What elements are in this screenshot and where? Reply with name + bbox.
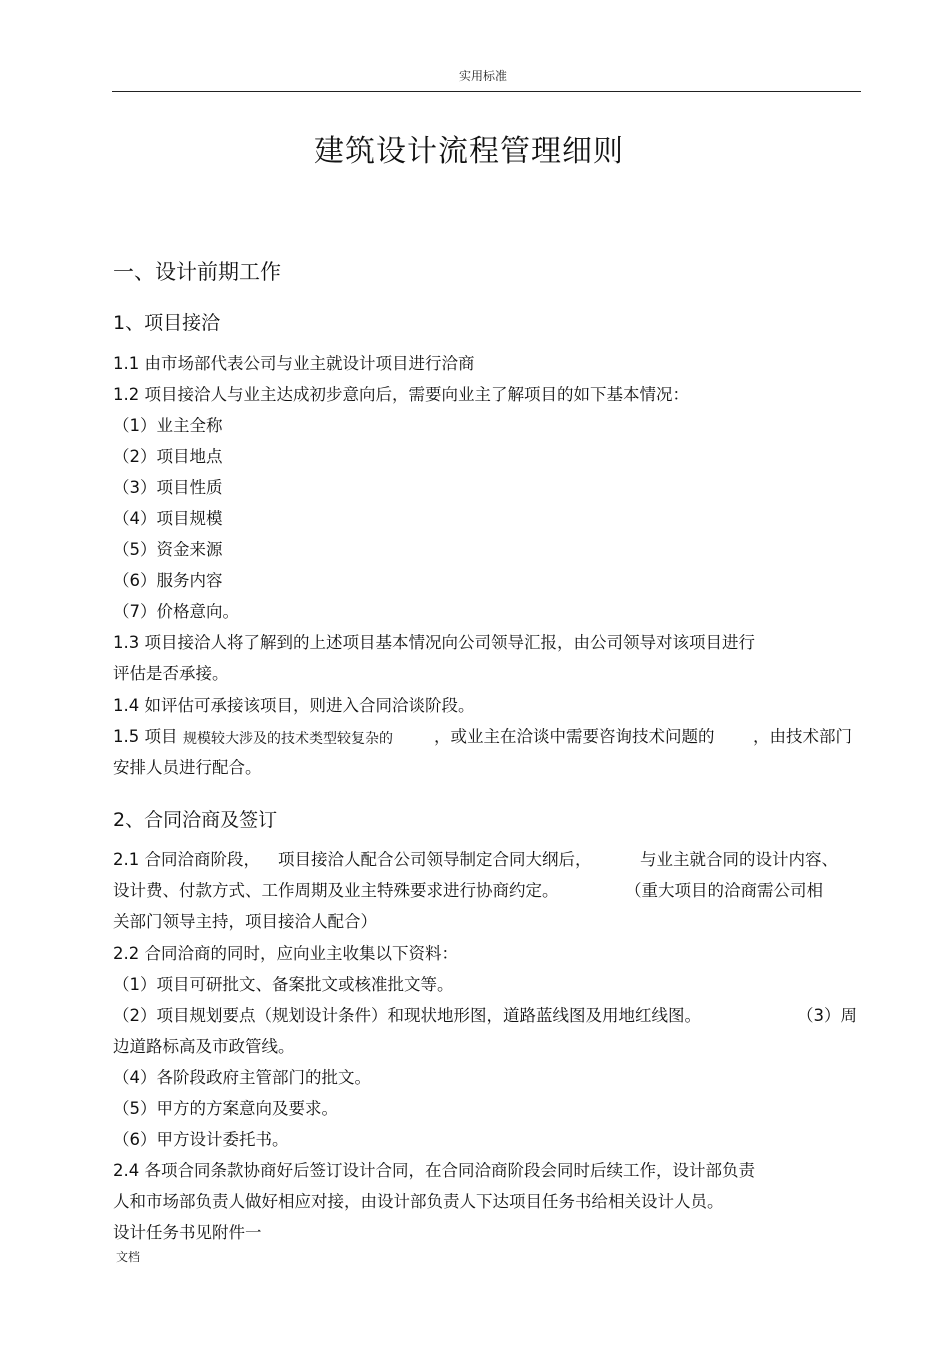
paragraph-2-1-c: 关部门领导主持，项目接洽人配合） <box>113 912 377 931</box>
paragraph-2-2: 2.2 合同洽商的同时，应向业主收集以下资料： <box>113 944 458 963</box>
list-item: （2）项目地点 <box>113 447 223 466</box>
paragraph-1-3-line2: 评估是否承接。 <box>113 664 229 683</box>
paragraph-2-4-line2: 人和市场部负责人做好相应对接，由设计部负责人下达项目任务书给相关设计人员。 <box>113 1192 724 1211</box>
page-header: 实用标准 <box>458 69 507 83</box>
list-item: （4）各阶段政府主管部门的批文。 <box>113 1068 371 1087</box>
list-item: （3）项目性质 <box>113 478 223 497</box>
paragraph-1-1: 1.1 由市场部代表公司与业主就设计项目进行洽商 <box>113 354 475 373</box>
paragraph-2-1-a3: 与业主就合同的设计内容、 <box>640 850 838 869</box>
paragraph-1-5-middle: ，或业主在洽谈中需要咨询技术问题的 <box>434 727 715 746</box>
paragraph-1-2: 1.2 项目接洽人与业主达成初步意向后，需要向业主了解项目的如下基本情况： <box>113 385 689 404</box>
paragraph-1-5-line2: 安排人员进行配合。 <box>113 758 262 777</box>
subsection-heading-2: 2、合同洽商及签订 <box>113 809 278 831</box>
list-item: （5）资金来源 <box>113 540 223 559</box>
paragraph-2-1-a2: 项目接洽人配合公司领导制定合同大纲后， <box>278 850 592 869</box>
paragraph-2-1-b1: 设计费、付款方式、工作周期及业主特殊要求进行协商约定。 <box>113 881 559 900</box>
list-item: （2）项目规划要点（规划设计条件）和现状地形图，道路蓝线图及用地红线图。 <box>113 1006 701 1025</box>
header-rule <box>112 91 861 92</box>
list-item-3-start: （3）周 <box>797 1006 857 1025</box>
list-item-3-continued: 边道路标高及市政管线。 <box>113 1037 295 1056</box>
paragraph-1-5-end: ，由技术部门 <box>753 727 852 746</box>
list-item: （1）业主全称 <box>113 416 223 435</box>
document-title: 建筑设计流程管理细则 <box>314 134 624 169</box>
paragraph-2-1-b2: （重大项目的洽商需公司相 <box>625 881 823 900</box>
paragraph-2-4-line3: 设计任务书见附件一 <box>113 1223 262 1242</box>
section-heading-1: 一、设计前期工作 <box>113 260 281 284</box>
page-footer: 文档 <box>116 1250 141 1264</box>
paragraph-1-4: 1.4 如评估可承接该项目，则进入合同洽谈阶段。 <box>113 696 475 715</box>
paragraph-2-4-line1: 2.4 各项合同条款协商好后签订设计合同，在合同洽商阶段会同时后续工作，设计部负责 <box>113 1161 755 1180</box>
list-item: （1）项目可研批文、备案批文或核准批文等。 <box>113 975 454 994</box>
list-item: （5）甲方的方案意向及要求。 <box>113 1099 338 1118</box>
subsection-heading-1: 1、项目接洽 <box>113 312 221 334</box>
list-item: （6）甲方设计委托书。 <box>113 1130 289 1149</box>
paragraph-1-5-prefix: 1.5 项目 <box>113 727 178 746</box>
paragraph-2-1-a1: 2.1 合同洽商阶段， <box>113 850 260 869</box>
paragraph-1-3-line1: 1.3 项目接洽人将了解到的上述项目基本情况向公司领导汇报，由公司领导对该项目进行 <box>113 633 755 652</box>
list-item: （4）项目规模 <box>113 509 223 528</box>
list-item: （6）服务内容 <box>113 571 223 590</box>
list-item: （7）价格意向。 <box>113 602 239 621</box>
paragraph-1-5-small: 规模较大涉及的技术类型较复杂的 <box>183 731 393 747</box>
